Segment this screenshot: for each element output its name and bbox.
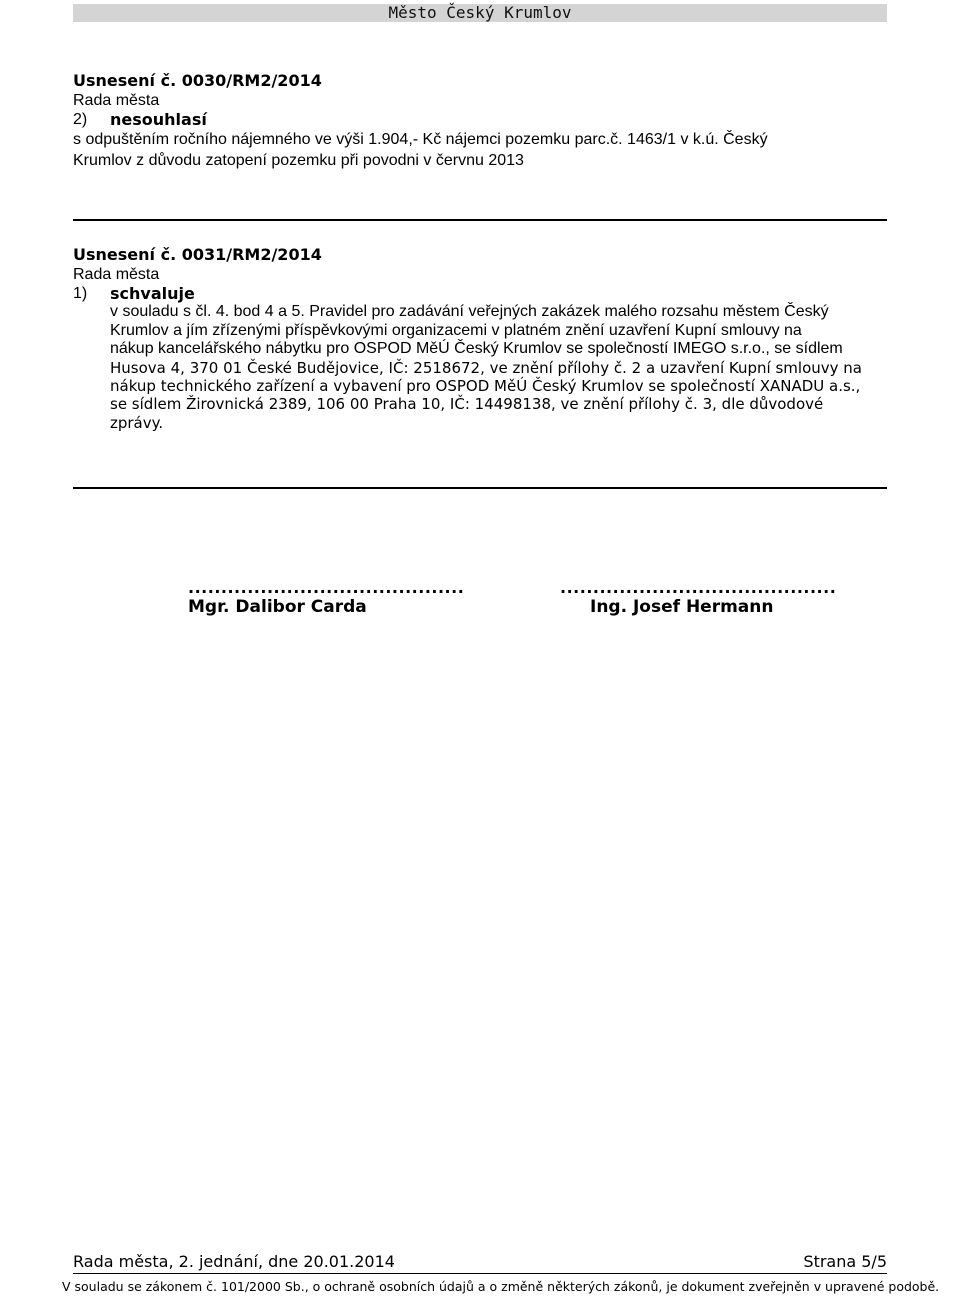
section-divider xyxy=(73,219,887,221)
item-text-line: se sídlem Žirovnická 2389, 106 00 Praha 10, IČ: 14498138, ve znění přílohy č. 3, dle důvodové xyxy=(110,395,824,414)
resolution-item xyxy=(73,110,887,129)
item-verb: schvaluje xyxy=(110,284,195,303)
item-text-line: nákup technického zařízení a vybavení pro OSPOD MěÚ Český Krumlov se společností XANADU a.s., xyxy=(110,377,861,396)
page-footer xyxy=(73,1252,887,1272)
item-text-line: nákup kancelářského nábytku pro OSPOD MěÚ Český Krumlov se společností IMEGO s.r.o., se sídlem xyxy=(110,340,843,358)
resolution-body: Rada města xyxy=(73,92,160,109)
legal-note: V souladu se zákonem č. 101/2000 Sb., o ochraně osobních údajů a o změně některých zákonů, je dokument zveřejněn v upravené podobě. xyxy=(62,1279,940,1294)
item-text-line: s odpuštěním ročního nájemného ve výši 1.904,- Kč nájemci pozemku parc.č. 1463/1 v k.ú. Český xyxy=(73,131,768,148)
header-bar xyxy=(73,4,887,22)
resolution-title: Usnesení č. 0031/RM2/2014 xyxy=(73,245,322,264)
signature-dots: .......................................... xyxy=(188,578,465,597)
signature-secretary xyxy=(560,580,836,618)
item-text-line: v souladu s čl. 4. bod 4 a 5. Pravidel pro zadávání veřejných zakázek malého rozsahu městem Český xyxy=(110,303,829,320)
item-verb: nesouhlasí xyxy=(110,110,207,129)
signature-name: Mgr. Dalibor Carda xyxy=(188,597,367,617)
header-title: Město Český Krumlov xyxy=(388,3,572,22)
item-number: 2) xyxy=(73,111,88,128)
footer-meeting: Rada města, 2. jednání, dne 20.01.2014 xyxy=(73,1252,395,1271)
footer-page-number: Strana 5/5 xyxy=(803,1252,887,1271)
item-number: 1) xyxy=(73,285,88,302)
item-text-line: Husova 4, 370 01 České Budějovice, IČ: 2518672, ve znění přílohy č. 2 a uzavření Kupní smlouvy na xyxy=(110,358,862,377)
item-text-line: Krumlov z důvodu zatopení pozemku při povodni v červnu 2013 xyxy=(73,152,524,169)
section-divider xyxy=(73,487,887,489)
item-text-line: Krumlov a jím zřízenými příspěvkovými organizacemi v platném znění uzavření Kupní smlouvy na xyxy=(110,321,802,339)
item-text-line: zprávy. xyxy=(110,413,164,432)
signature-dots: .......................................... xyxy=(560,578,837,597)
resolution-body: Rada města xyxy=(73,266,160,283)
resolution-0031 xyxy=(73,244,887,432)
resolution-title: Usnesení č. 0030/RM2/2014 xyxy=(73,71,322,90)
resolution-0030 xyxy=(73,70,887,171)
resolution-item xyxy=(73,284,887,303)
footer-divider xyxy=(73,1273,887,1274)
signature-mayor xyxy=(188,580,464,618)
signature-name: Ing. Josef Hermann xyxy=(590,597,774,617)
